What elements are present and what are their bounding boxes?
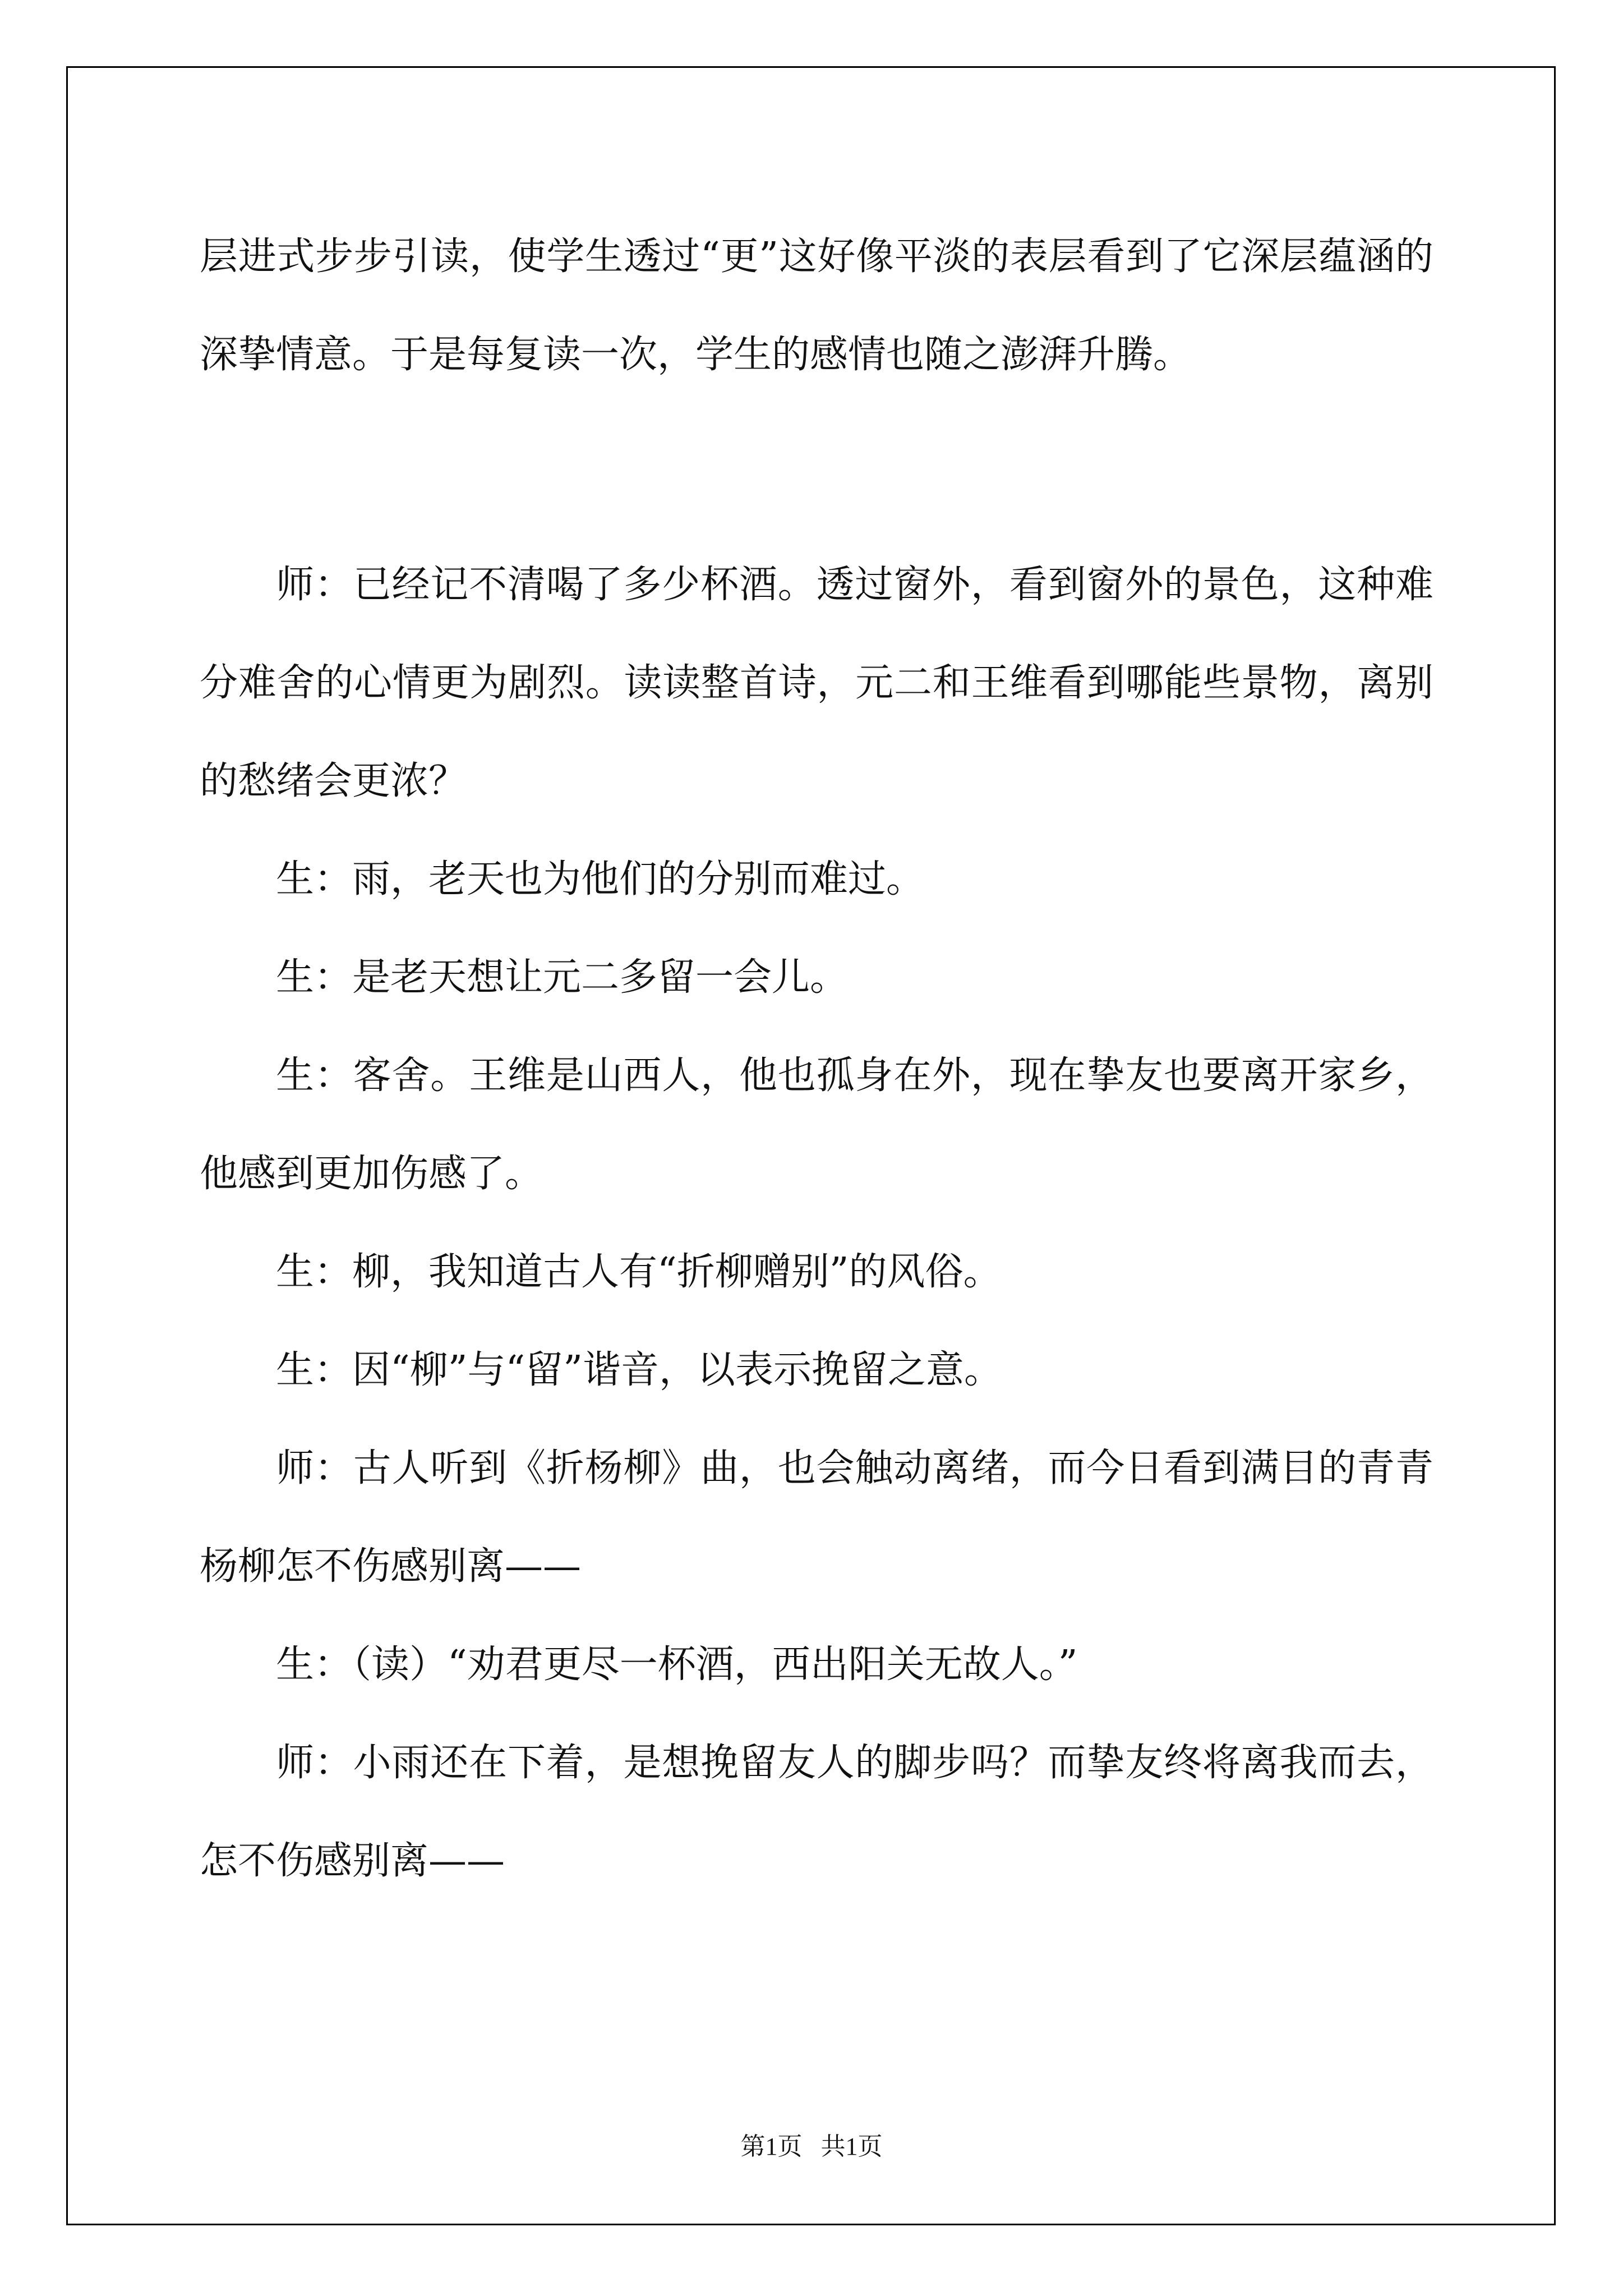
- paragraph-student-willow: 生：柳，我知道古人有“折柳赠别”的风俗。: [276, 1250, 1002, 1294]
- page-footer: [0, 2126, 1623, 2162]
- paragraph-teacher-rain: 师：小雨还在下着，是想挽留友人的脚步吗？而挚友终将离我而去，怎不伤感别离——: [200, 1741, 1433, 1883]
- paragraph-student-recite: 生：（读）“劝君更尽一杯酒，西出阳关无故人。”: [276, 1642, 1078, 1687]
- paragraph-student-rain: 生：雨，老天也为他们的分别而难过。: [276, 857, 925, 901]
- document-body: [200, 208, 1433, 1910]
- paragraph-student-stay: 生：是老天想让元二多留一会儿。: [276, 955, 849, 1000]
- paragraph-spacer: [200, 404, 1433, 536]
- paragraph-continuation: 层进式步步引读，使学生透过“更”这好像平淡的表层看到了它深层蕴涵的深挚情意。于是每复读一次，学生的感情也随之澎湃升腾。: [200, 234, 1433, 377]
- page-number: 第1页: [740, 2133, 803, 2160]
- paragraph-student-homophone: 生：因“柳”与“留”谐音，以表示挽留之意。: [276, 1348, 1003, 1392]
- paragraph-student-inn: 生：客舍。王维是山西人，他也孤身在外，现在挚友也要离开家乡，他感到更加伤感了。: [200, 1053, 1433, 1196]
- page-total: 共1页: [820, 2133, 883, 2160]
- paragraph-teacher-question: 师：已经记不清喝了多少杯酒。透过窗外，看到窗外的景色，这种难分难舍的心情更为剧烈。读读整首诗，元二和王维看到哪能些景物，离别的愁绪会更浓？: [200, 563, 1433, 803]
- paragraph-teacher-willow-song: 师：古人听到《折杨柳》曲，也会触动离绪，而今日看到满目的青青杨柳怎不伤感别离——: [200, 1446, 1433, 1589]
